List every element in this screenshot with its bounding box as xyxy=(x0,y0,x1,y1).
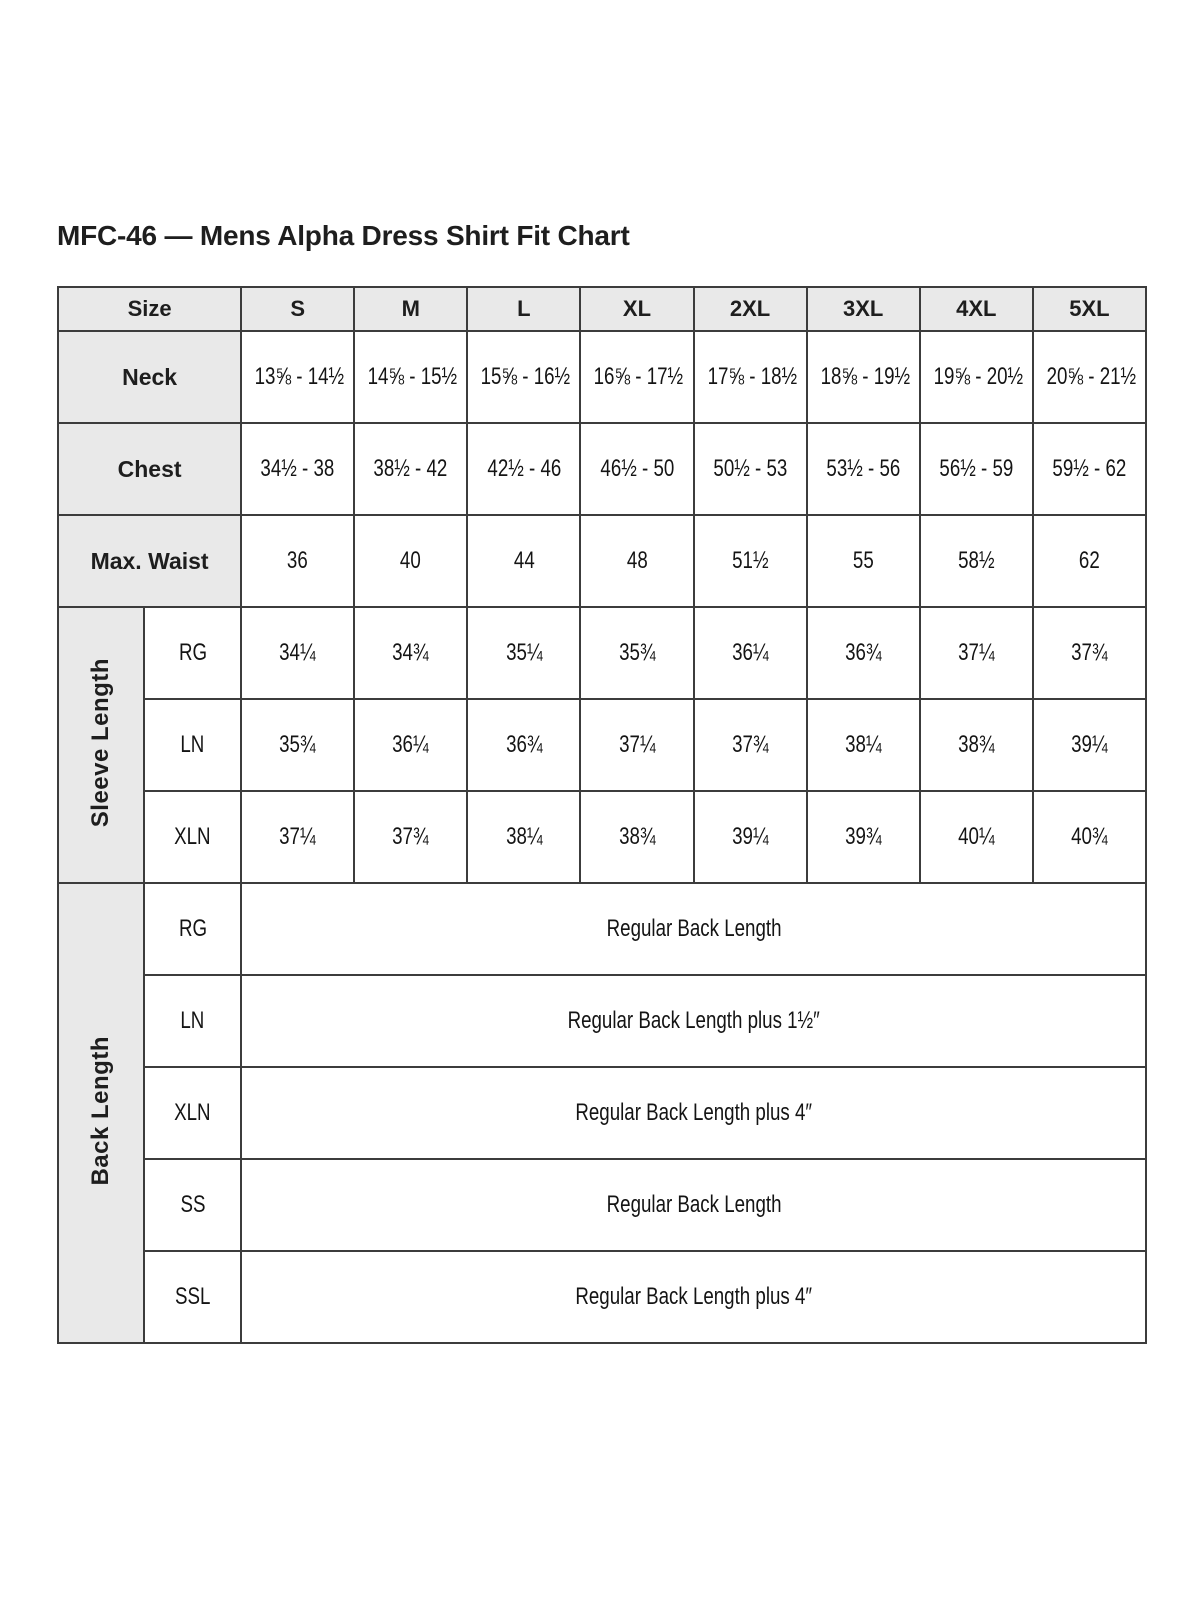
chest-cell xyxy=(580,423,693,515)
cell-value: 37¾ xyxy=(392,823,430,850)
col-header-2xl: 2XL xyxy=(694,287,807,331)
cell-value: Regular Back Length plus 4″ xyxy=(575,1283,812,1310)
col-header-s: S xyxy=(241,287,354,331)
sub-label-text: LN xyxy=(180,1007,205,1034)
waist-cell xyxy=(694,515,807,607)
cell-value: 35¼ xyxy=(505,639,543,666)
chest-cell xyxy=(920,423,1033,515)
sleeve-rg-cell xyxy=(467,607,580,699)
cell-value: 13⅝ - 14½ xyxy=(254,363,345,390)
cell-value: 37¼ xyxy=(279,823,316,850)
sub-label-text: SSL xyxy=(174,1283,211,1310)
cell-value: 15⅝ - 16½ xyxy=(480,363,571,390)
cell-value: 40¾ xyxy=(1071,823,1108,850)
sleeve-row-label-rg xyxy=(144,607,241,699)
waist-cell xyxy=(1033,515,1146,607)
chest-cell xyxy=(241,423,354,515)
back-ln-row xyxy=(58,975,1146,1067)
back-length-section-label xyxy=(58,883,144,1343)
cell-value: 36¾ xyxy=(844,639,882,666)
row-header-neck: Neck xyxy=(58,331,241,423)
chest-cell xyxy=(694,423,807,515)
cell-value: 38¼ xyxy=(505,823,543,850)
sleeve-xln-cell xyxy=(1033,791,1146,883)
cell-value: 19⅝ - 20½ xyxy=(933,363,1023,390)
cell-value: 50½ - 53 xyxy=(713,455,788,482)
waist-cell xyxy=(241,515,354,607)
back-row-label-rg xyxy=(144,883,241,975)
cell-value: 53½ - 56 xyxy=(826,455,901,482)
cell-value: 55 xyxy=(852,547,874,574)
back-ss-row xyxy=(58,1159,1146,1251)
cell-value: 40¼ xyxy=(958,823,995,850)
sleeve-xln-cell xyxy=(354,791,467,883)
section-label-text: Sleeve Length xyxy=(87,657,115,828)
fit-chart-table xyxy=(57,286,1147,1344)
sleeve-ln-cell xyxy=(1033,699,1146,791)
sleeve-row-label-ln xyxy=(144,699,241,791)
cell-value: 39¼ xyxy=(1071,731,1108,758)
sleeve-rg-cell xyxy=(1033,607,1146,699)
cell-value: 48 xyxy=(626,547,648,574)
back-rg-row xyxy=(58,883,1146,975)
cell-value: Regular Back Length plus 4″ xyxy=(575,1099,812,1126)
back-ss-value-cell xyxy=(241,1159,1146,1251)
col-header-4xl: 4XL xyxy=(920,287,1033,331)
neck-cell xyxy=(354,331,467,423)
cell-value: 59½ - 62 xyxy=(1052,455,1127,482)
cell-value: 38¼ xyxy=(844,731,882,758)
col-header-3xl: 3XL xyxy=(807,287,920,331)
cell-value: 38¾ xyxy=(958,731,995,758)
sleeve-ln-cell xyxy=(807,699,920,791)
cell-value: 14⅝ - 15½ xyxy=(367,363,458,390)
size-corner-header: Size xyxy=(58,287,241,331)
sleeve-xln-cell xyxy=(580,791,693,883)
cell-value: Regular Back Length plus 1½″ xyxy=(567,1007,820,1034)
sleeve-xln-row xyxy=(58,791,1146,883)
cell-value: 36 xyxy=(287,547,309,574)
waist-cell xyxy=(807,515,920,607)
cell-value: 39¼ xyxy=(731,823,769,850)
sleeve-ln-cell xyxy=(580,699,693,791)
sleeve-rg-cell xyxy=(241,607,354,699)
back-xln-row xyxy=(58,1067,1146,1159)
chest-row xyxy=(58,423,1146,515)
cell-value: 38½ - 42 xyxy=(373,455,448,482)
cell-value: 36¼ xyxy=(731,639,769,666)
sleeve-rg-cell xyxy=(694,607,807,699)
sleeve-ln-cell xyxy=(694,699,807,791)
sleeve-xln-cell xyxy=(467,791,580,883)
cell-value: 20⅝ - 21½ xyxy=(1046,363,1136,390)
cell-value: 36¼ xyxy=(392,731,430,758)
cell-value: 51½ xyxy=(731,547,769,574)
row-header-max-waist: Max. Waist xyxy=(58,515,241,607)
back-rg-value-cell xyxy=(241,883,1146,975)
col-header-l: L xyxy=(467,287,580,331)
cell-value: 16⅝ - 17½ xyxy=(594,363,684,390)
waist-cell xyxy=(580,515,693,607)
neck-cell xyxy=(1033,331,1146,423)
cell-value: 46½ - 50 xyxy=(600,455,674,482)
sleeve-ln-cell xyxy=(354,699,467,791)
sleeve-ln-cell xyxy=(241,699,354,791)
neck-row xyxy=(58,331,1146,423)
sub-label-text: XLN xyxy=(174,1099,211,1126)
chest-cell xyxy=(807,423,920,515)
cell-value: Regular Back Length xyxy=(606,1191,781,1218)
max-waist-row xyxy=(58,515,1146,607)
cell-value: 37¼ xyxy=(618,731,656,758)
cell-value: 34½ - 38 xyxy=(260,455,335,482)
cell-value: 37¾ xyxy=(1071,639,1108,666)
waist-cell xyxy=(354,515,467,607)
sub-label-text: RG xyxy=(178,915,207,942)
sub-label-text: SS xyxy=(180,1191,206,1218)
col-header-xl: XL xyxy=(580,287,693,331)
cell-value: 56½ - 59 xyxy=(939,455,1014,482)
neck-cell xyxy=(241,331,354,423)
sleeve-xln-cell xyxy=(920,791,1033,883)
cell-value: 35¾ xyxy=(279,731,316,758)
sub-label-text: LN xyxy=(180,731,205,758)
back-ssl-row xyxy=(58,1251,1146,1343)
cell-value: 34¼ xyxy=(279,639,316,666)
chest-cell xyxy=(1033,423,1146,515)
cell-value: 38¾ xyxy=(618,823,656,850)
sleeve-xln-cell xyxy=(807,791,920,883)
sleeve-xln-cell xyxy=(241,791,354,883)
col-header-m: M xyxy=(354,287,467,331)
back-row-label-xln xyxy=(144,1067,241,1159)
back-row-label-ssl xyxy=(144,1251,241,1343)
sleeve-rg-cell xyxy=(807,607,920,699)
cell-value: 42½ - 46 xyxy=(486,455,561,482)
cell-value: 37¼ xyxy=(958,639,995,666)
sleeve-length-section-label xyxy=(58,607,144,883)
chest-cell xyxy=(467,423,580,515)
cell-value: 44 xyxy=(513,547,535,574)
sleeve-rg-row xyxy=(58,607,1146,699)
back-row-label-ln xyxy=(144,975,241,1067)
sleeve-ln-cell xyxy=(467,699,580,791)
waist-cell xyxy=(920,515,1033,607)
back-xln-value-cell xyxy=(241,1067,1146,1159)
cell-value: 58½ xyxy=(958,547,995,574)
sleeve-ln-row xyxy=(58,699,1146,791)
sub-label-text: XLN xyxy=(174,823,211,850)
col-header-5xl: 5XL xyxy=(1033,287,1146,331)
sub-label-text: RG xyxy=(178,639,207,666)
sleeve-xln-cell xyxy=(694,791,807,883)
cell-value: 18⅝ - 19½ xyxy=(820,363,910,390)
cell-value: 36¾ xyxy=(505,731,543,758)
cell-value: Regular Back Length xyxy=(606,915,781,942)
row-header-chest: Chest xyxy=(58,423,241,515)
cell-value: 40 xyxy=(400,547,422,574)
sleeve-row-label-xln xyxy=(144,791,241,883)
neck-cell xyxy=(580,331,693,423)
section-label-text: Back Length xyxy=(87,1035,115,1186)
header-row xyxy=(58,287,1146,331)
neck-cell xyxy=(920,331,1033,423)
cell-value: 37¾ xyxy=(731,731,769,758)
cell-value: 39¾ xyxy=(844,823,882,850)
cell-value: 17⅝ - 18½ xyxy=(707,363,797,390)
cell-value: 34¾ xyxy=(392,639,430,666)
sleeve-ln-cell xyxy=(920,699,1033,791)
chest-cell xyxy=(354,423,467,515)
sleeve-rg-cell xyxy=(580,607,693,699)
neck-cell xyxy=(807,331,920,423)
cell-value: 62 xyxy=(1078,547,1100,574)
back-ln-value-cell xyxy=(241,975,1146,1067)
back-ssl-value-cell xyxy=(241,1251,1146,1343)
sleeve-rg-cell xyxy=(920,607,1033,699)
back-row-label-ss xyxy=(144,1159,241,1251)
neck-cell xyxy=(467,331,580,423)
sleeve-rg-cell xyxy=(354,607,467,699)
page-title: MFC-46 — Mens Alpha Dress Shirt Fit Chart xyxy=(57,220,630,251)
cell-value: 35¾ xyxy=(618,639,656,666)
waist-cell xyxy=(467,515,580,607)
neck-cell xyxy=(694,331,807,423)
